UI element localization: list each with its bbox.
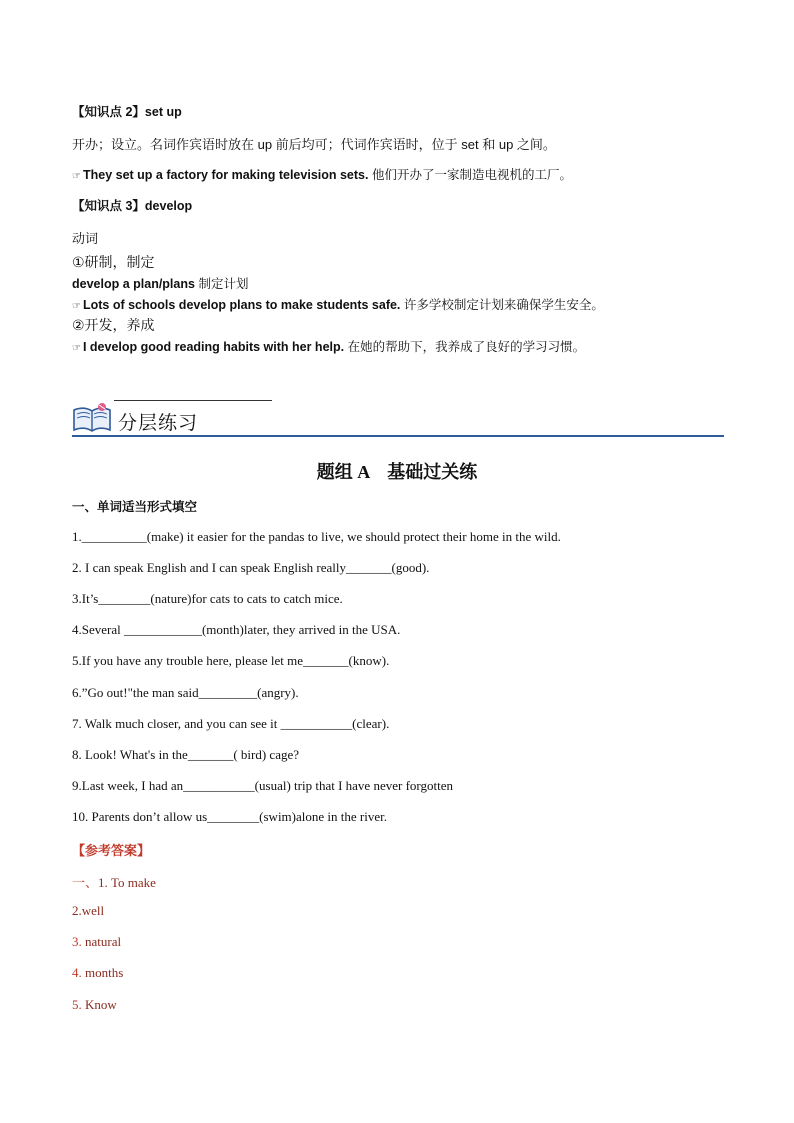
answer-3 xyxy=(72,934,121,950)
pointing-hand-icon: ☞ xyxy=(72,171,81,182)
kp2-example-cn: 他们开办了一家制造电视机的工厂。 xyxy=(371,168,572,182)
kp3-sense-2: ②开发，养成 xyxy=(72,317,155,333)
answer-5-text: Know xyxy=(81,997,117,1012)
question-5: 5.If you have any trouble here, please let me_______(know). xyxy=(72,653,390,668)
answer-1-text: 1. To make xyxy=(98,875,156,890)
answer-3-text: natural xyxy=(81,934,122,949)
answer-5 xyxy=(72,997,117,1013)
kp3-example-2-cn: 在她的帮助下，我养成了良好的学习习惯。 xyxy=(347,340,586,354)
question-9: 9.Last week, I had an___________(usual) trip that I have never forgotten xyxy=(72,778,453,793)
kp3-example-1-cn: 许多学校制定计划来确保学生安全。 xyxy=(403,298,604,312)
kp3-sense-1: ①研制，制定 xyxy=(72,254,155,270)
book-icon xyxy=(72,400,112,434)
question-10: 10. Parents don’t allow us________(swim)alone in the river. xyxy=(72,809,387,824)
answer-4 xyxy=(72,965,123,981)
group-title: 题组 A 基础过关练 xyxy=(316,462,478,482)
kp3-example-2 xyxy=(72,337,585,355)
question-4: 4.Several ____________(month)later, they arrived in the USA. xyxy=(72,622,401,637)
kp3-heading: 【知识点 3】develop xyxy=(72,199,193,213)
question-2: 2. I can speak English and I can speak English really_______(good). xyxy=(72,560,430,575)
kp2-heading: 【知识点 2】set up xyxy=(72,105,182,119)
kp2-example xyxy=(72,165,572,183)
banner-title: 分层练习 xyxy=(118,413,199,434)
kp2-example-en: They set up a factory for making television sets. xyxy=(82,168,369,182)
kp3-phrase-cn: 制定计划 xyxy=(198,277,249,291)
section-banner xyxy=(72,396,724,440)
kp3-phrase xyxy=(72,274,248,292)
section-heading: 一、单词适当形式填空 xyxy=(72,500,198,514)
kp3-example-1 xyxy=(72,295,604,313)
kp2-description: 开办；设立。名词作宾语时放在 up 前后均可；代词作宾语时，位于 set 和 up 之间。 xyxy=(72,137,556,152)
kp3-part-of-speech: 动词 xyxy=(72,231,99,246)
banner-top-line xyxy=(114,400,272,401)
answer-2 xyxy=(72,903,104,919)
answer-3-prefix: 3. xyxy=(72,934,82,949)
answer-4-text: months xyxy=(81,965,124,980)
question-7: 7. Walk much closer, and you can see it ___________(clear). xyxy=(72,716,390,731)
kp3-phrase-en: develop a plan/plans xyxy=(72,277,195,291)
answer-1-prefix: 一、 xyxy=(72,875,99,890)
pointing-hand-icon: ☞ xyxy=(72,301,81,312)
question-8: 8. Look! What's in the_______( bird) cage? xyxy=(72,747,300,762)
answers-heading: 【参考答案】 xyxy=(72,843,151,858)
kp3-example-1-en: Lots of schools develop plans to make students safe. xyxy=(82,298,401,312)
answer-4-prefix: 4. xyxy=(72,965,82,980)
answer-1 xyxy=(72,872,156,891)
banner-rule xyxy=(72,435,724,437)
question-3: 3.It’s________(nature)for cats to cats to catch mice. xyxy=(72,591,343,606)
question-6: 6.”Go out!"the man said_________(angry). xyxy=(72,685,299,700)
answer-5-prefix: 5. xyxy=(72,997,82,1012)
pointing-hand-icon: ☞ xyxy=(72,343,81,354)
question-1: 1.__________(make) it easier for the pandas to live, we should protect their home in the wild. xyxy=(72,529,561,544)
answer-2-text: 2.well xyxy=(72,903,105,918)
kp3-example-2-en: I develop good reading habits with her help. xyxy=(82,340,345,354)
